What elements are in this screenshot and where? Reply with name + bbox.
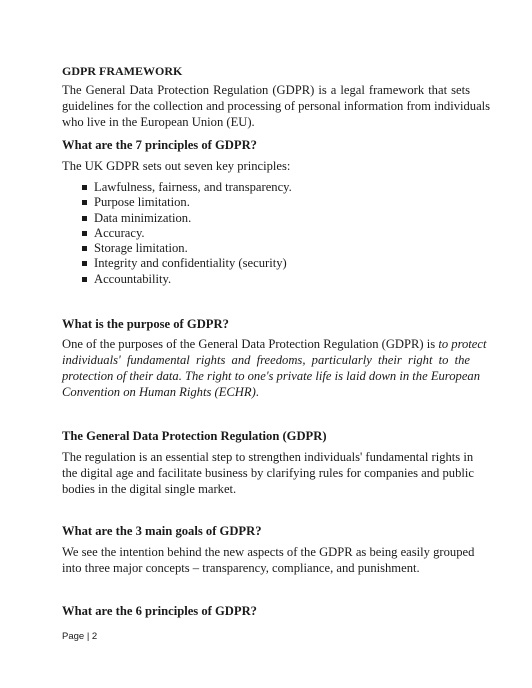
principles-lead-text: The UK GDPR sets out seven key principles: xyxy=(62,159,291,173)
purpose-emphasis: to protect xyxy=(438,337,487,351)
principles-lead xyxy=(62,158,470,174)
purpose-line xyxy=(62,384,470,400)
goals-heading: What are the 3 main goals of GDPR? xyxy=(62,524,262,538)
purpose-heading: What is the purpose of GDPR? xyxy=(62,317,229,331)
six-principles-heading: What are the 6 principles of GDPR? xyxy=(62,604,257,618)
regulation-line: bodies in the digital single market. xyxy=(62,482,237,496)
goals-line: into three major concepts – transparency, compliance, and punishment. xyxy=(62,561,420,575)
bullet-square-icon xyxy=(82,216,87,221)
intro-line: guidelines for the collection and processing of personal information from individuals xyxy=(62,99,491,113)
bullet-square-icon xyxy=(82,185,87,190)
list-item xyxy=(82,272,292,287)
purpose-line xyxy=(62,336,487,352)
principles-heading: What are the 7 principles of GDPR? xyxy=(62,138,257,152)
list-item-text: Purpose limitation. xyxy=(94,195,190,210)
purpose-line xyxy=(62,368,481,384)
list-item xyxy=(82,226,292,241)
intro-line: The General Data Protection Regulation (GDPR) is a legal framework that sets xyxy=(62,83,470,97)
bullet-square-icon xyxy=(82,277,87,282)
list-item-text: Integrity and confidentiality (security) xyxy=(94,256,287,271)
regulation-line: the digital age and facilitate business by clarifying rules for companies and public xyxy=(62,466,474,480)
list-item-text: Accuracy. xyxy=(94,225,145,240)
list-item-text: Storage limitation. xyxy=(94,241,188,256)
list-item xyxy=(82,211,292,226)
list-item xyxy=(82,256,292,271)
purpose-emphasis: individuals' fundamental rights and freedoms, particularly their right to the xyxy=(62,353,470,367)
regulation-line: The regulation is an essential step to strengthen individuals' fundamental rights in xyxy=(62,450,474,464)
bullet-square-icon xyxy=(82,231,87,236)
intro-line: who live in the European Union (EU). xyxy=(62,115,255,129)
intro-paragraph xyxy=(62,82,491,130)
purpose-text: One of the purposes of the General Data Protection Regulation (GDPR) is xyxy=(62,337,439,351)
list-item-text: Lawfulness, fairness, and transparency. xyxy=(94,180,292,194)
list-item xyxy=(82,195,292,210)
bullet-square-icon xyxy=(82,246,87,251)
principles-list xyxy=(82,180,292,287)
goals-paragraph xyxy=(62,544,475,576)
goals-line: We see the intention behind the new aspects of the GDPR as being easily grouped xyxy=(62,545,475,559)
list-item xyxy=(82,241,292,256)
list-item-text: Accountability. xyxy=(94,271,172,286)
purpose-text: . xyxy=(255,385,259,399)
purpose-line xyxy=(62,352,470,368)
purpose-emphasis: Convention on Human Rights (ECHR) xyxy=(62,385,256,399)
purpose-paragraph xyxy=(62,336,487,400)
bullet-square-icon xyxy=(82,261,87,266)
purpose-emphasis: protection of their data. The right to one's private life is laid down in the European xyxy=(62,369,481,383)
regulation-paragraph xyxy=(62,449,474,497)
list-item-text: Data minimization. xyxy=(94,210,192,225)
page-number: Page | 2 xyxy=(62,631,98,642)
list-item xyxy=(82,180,292,195)
bullet-square-icon xyxy=(82,200,87,205)
regulation-heading: The General Data Protection Regulation (GDPR) xyxy=(62,429,327,443)
document-title: GDPR FRAMEWORK xyxy=(62,64,183,78)
